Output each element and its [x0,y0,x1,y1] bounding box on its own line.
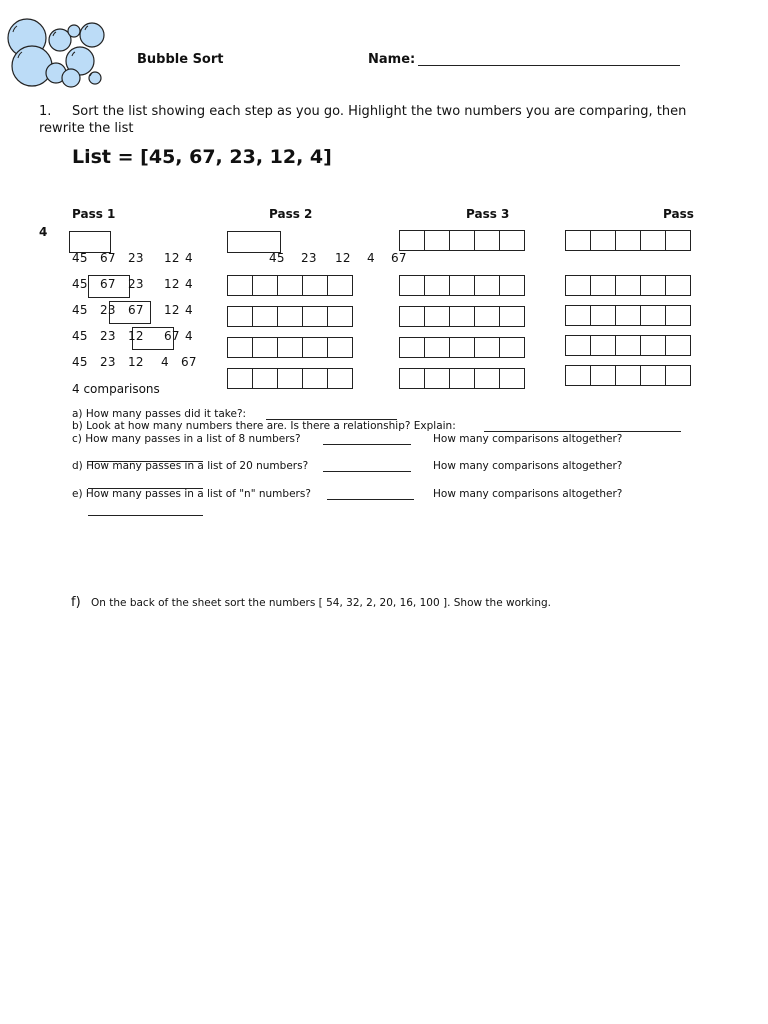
list-heading: List = [45, 67, 23, 12, 4] [72,146,332,168]
pass-4-heading-number: 4 [39,225,48,239]
answer-grid[interactable] [399,230,525,251]
question-number: 1. [39,104,52,119]
answer-grid[interactable] [227,306,353,327]
answer-line[interactable] [484,420,681,432]
name-field-line[interactable] [418,53,680,66]
answer-grid[interactable] [565,335,691,356]
question-c-comparisons: How many comparisons altogether? [433,433,623,445]
highlight-box [227,231,281,253]
answer-line[interactable] [88,504,203,516]
answer-grid[interactable] [227,337,353,358]
pass-1-heading: Pass 1 [72,207,116,221]
answer-line[interactable] [327,488,414,500]
answer-grid[interactable] [565,365,691,386]
answer-grid[interactable] [227,275,353,296]
question-a: a) How many passes did it take?: [72,408,247,420]
answer-grid[interactable] [565,305,691,326]
name-label: Name: [368,52,416,67]
question-e-comparisons: How many comparisons altogether? [433,488,623,500]
pass-2-heading: Pass 2 [269,207,313,221]
question-b: b) Look at how many numbers there are. Is there a relationship? Explain: [72,420,456,432]
question-f: On the back of the sheet sort the numbers [ 54, 32, 2, 20, 16, 100 ]. Show the working. [91,597,551,609]
highlight-box [69,231,111,253]
answer-line[interactable] [323,433,411,445]
comparisons-note: 4 comparisons [72,382,160,396]
answer-grid[interactable] [227,368,353,389]
answer-grid[interactable] [399,337,525,358]
question-d-comparisons: How many comparisons altogether? [433,460,623,472]
question-f-label: f) [71,595,81,610]
answer-line[interactable] [266,408,397,420]
question-d: d) How many passes in a list of 20 numbers? [72,460,309,472]
answer-grid[interactable] [565,230,691,251]
question-c: c) How many passes in a list of 8 numbers? [72,433,301,445]
answer-grid[interactable] [399,275,525,296]
instruction-line-1: Sort the list showing each step as you go. Highlight the two numbers you are comparing, then [72,104,687,119]
pass-4-heading: Pass [663,207,694,221]
answer-grid[interactable] [399,306,525,327]
answer-grid[interactable] [565,275,691,296]
answer-line[interactable] [323,460,411,472]
pass-3-heading: Pass 3 [466,207,510,221]
answer-grid[interactable] [399,368,525,389]
question-e: e) How many passes in a list of "n" numbers? [72,488,311,500]
worksheet-title: Bubble Sort [137,52,224,67]
bubbles-logo-icon [4,16,108,92]
instruction-line-2: rewrite the list [39,121,134,136]
